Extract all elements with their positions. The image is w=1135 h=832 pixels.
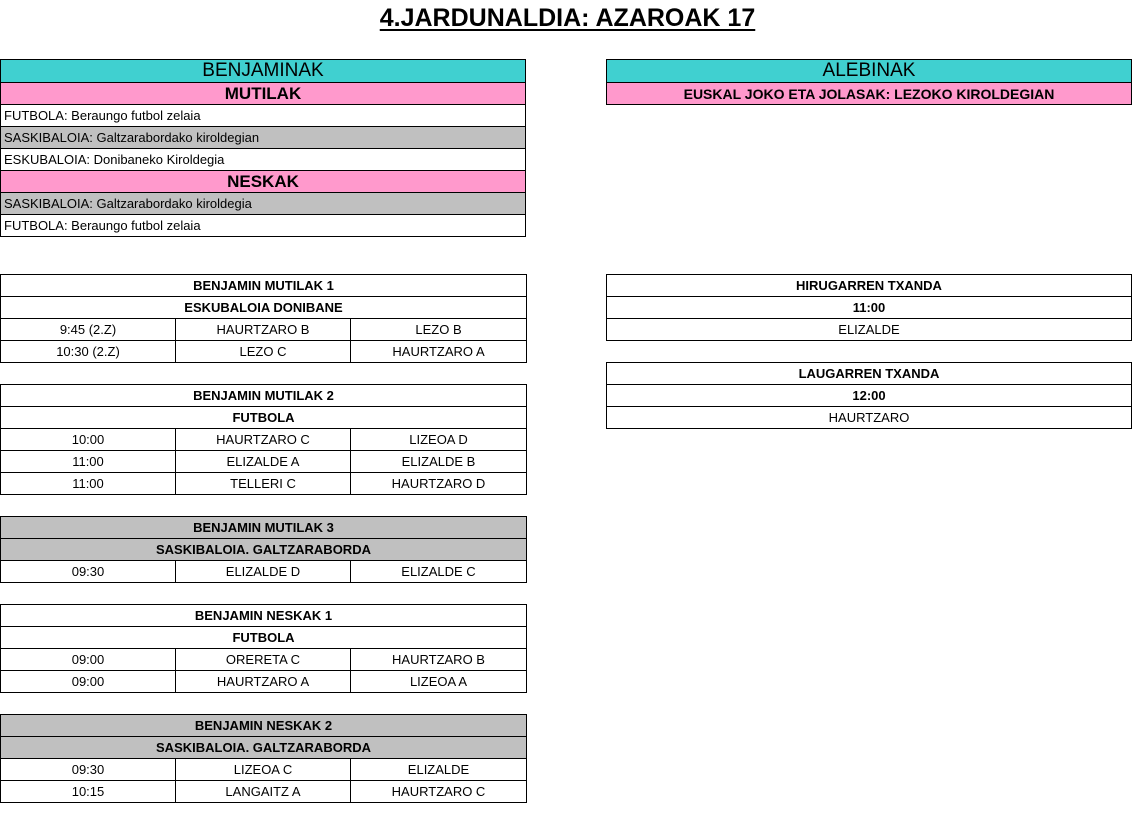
shift-name: LAUGARREN TXANDA <box>607 363 1132 385</box>
shift-table <box>606 362 1132 429</box>
group-table <box>0 604 527 693</box>
match-time: 09:00 <box>1 649 176 671</box>
match-away: LIZEOA D <box>351 429 527 451</box>
shift-table <box>606 274 1132 341</box>
group-table <box>0 274 527 363</box>
group-venue: SASKIBALOIA. GALTZARABORDA <box>1 737 527 759</box>
match-away: ELIZALDE <box>351 759 527 781</box>
match-home: ORERETA C <box>176 649 351 671</box>
match-row <box>1 781 527 803</box>
match-away: LIZEOA A <box>351 671 527 693</box>
shift-time: 11:00 <box>607 297 1132 319</box>
match-time: 9:45 (2.Z) <box>1 319 176 341</box>
match-time: 09:00 <box>1 671 176 693</box>
match-row <box>1 451 527 473</box>
group-name: BENJAMIN MUTILAK 1 <box>1 275 527 297</box>
match-time: 11:00 <box>1 451 176 473</box>
match-row <box>1 341 527 363</box>
group-name: BENJAMIN NESKAK 2 <box>1 715 527 737</box>
group-name: BENJAMIN MUTILAK 2 <box>1 385 527 407</box>
group-name: BENJAMIN NESKAK 1 <box>1 605 527 627</box>
match-away: HAURTZARO C <box>351 781 527 803</box>
group-table <box>0 384 527 495</box>
match-row <box>1 671 527 693</box>
match-row <box>1 473 527 495</box>
match-home: LEZO C <box>176 341 351 363</box>
match-time: 10:15 <box>1 781 176 803</box>
match-time: 09:30 <box>1 561 176 583</box>
match-time: 09:30 <box>1 759 176 781</box>
match-away: ELIZALDE C <box>351 561 527 583</box>
match-home: ELIZALDE A <box>176 451 351 473</box>
shift-name: HIRUGARREN TXANDA <box>607 275 1132 297</box>
mutilak-label: MUTILAK <box>1 83 526 105</box>
alebinak-subheader: EUSKAL JOKO ETA JOLASAK: LEZOKO KIROLDEGIAN <box>607 83 1132 105</box>
match-home: LIZEOA C <box>176 759 351 781</box>
match-home: HAURTZARO B <box>176 319 351 341</box>
benjaminak-header: BENJAMINAK <box>1 60 526 83</box>
match-away: ELIZALDE B <box>351 451 527 473</box>
alebinak-table <box>606 59 1132 105</box>
match-home: HAURTZARO A <box>176 671 351 693</box>
match-away: LEZO B <box>351 319 527 341</box>
mutilak-venue: FUTBOLA: Beraungo futbol zelaia <box>1 105 526 127</box>
alebinak-header: ALEBINAK <box>607 60 1132 83</box>
group-venue: FUTBOLA <box>1 627 527 649</box>
neskak-venue: SASKIBALOIA: Galtzarabordako kiroldegia <box>1 193 526 215</box>
group-venue: ESKUBALOIA DONIBANE <box>1 297 527 319</box>
match-time: 10:00 <box>1 429 176 451</box>
page-title: 4.JARDUNALDIA: AZAROAK 17 <box>379 4 756 32</box>
group-venue: FUTBOLA <box>1 407 527 429</box>
group-table <box>0 714 527 803</box>
shift-team: HAURTZARO <box>607 407 1132 429</box>
match-home: TELLERI C <box>176 473 351 495</box>
match-row <box>1 649 527 671</box>
match-home: LANGAITZ A <box>176 781 351 803</box>
match-home: ELIZALDE D <box>176 561 351 583</box>
neskak-venue: FUTBOLA: Beraungo futbol zelaia <box>1 215 526 237</box>
match-away: HAURTZARO A <box>351 341 527 363</box>
match-away: HAURTZARO D <box>351 473 527 495</box>
match-away: HAURTZARO B <box>351 649 527 671</box>
shift-time: 12:00 <box>607 385 1132 407</box>
match-time: 10:30 (2.Z) <box>1 341 176 363</box>
match-row <box>1 561 527 583</box>
match-time: 11:00 <box>1 473 176 495</box>
group-table <box>0 516 527 583</box>
group-name: BENJAMIN MUTILAK 3 <box>1 517 527 539</box>
benjaminak-table <box>0 59 526 237</box>
mutilak-venue: SASKIBALOIA: Galtzarabordako kiroldegian <box>1 127 526 149</box>
match-row <box>1 429 527 451</box>
group-venue: SASKIBALOIA. GALTZARABORDA <box>1 539 527 561</box>
match-row <box>1 319 527 341</box>
mutilak-venue: ESKUBALOIA: Donibaneko Kiroldegia <box>1 149 526 171</box>
match-row <box>1 759 527 781</box>
neskak-label: NESKAK <box>1 171 526 193</box>
match-home: HAURTZARO C <box>176 429 351 451</box>
shift-team: ELIZALDE <box>607 319 1132 341</box>
